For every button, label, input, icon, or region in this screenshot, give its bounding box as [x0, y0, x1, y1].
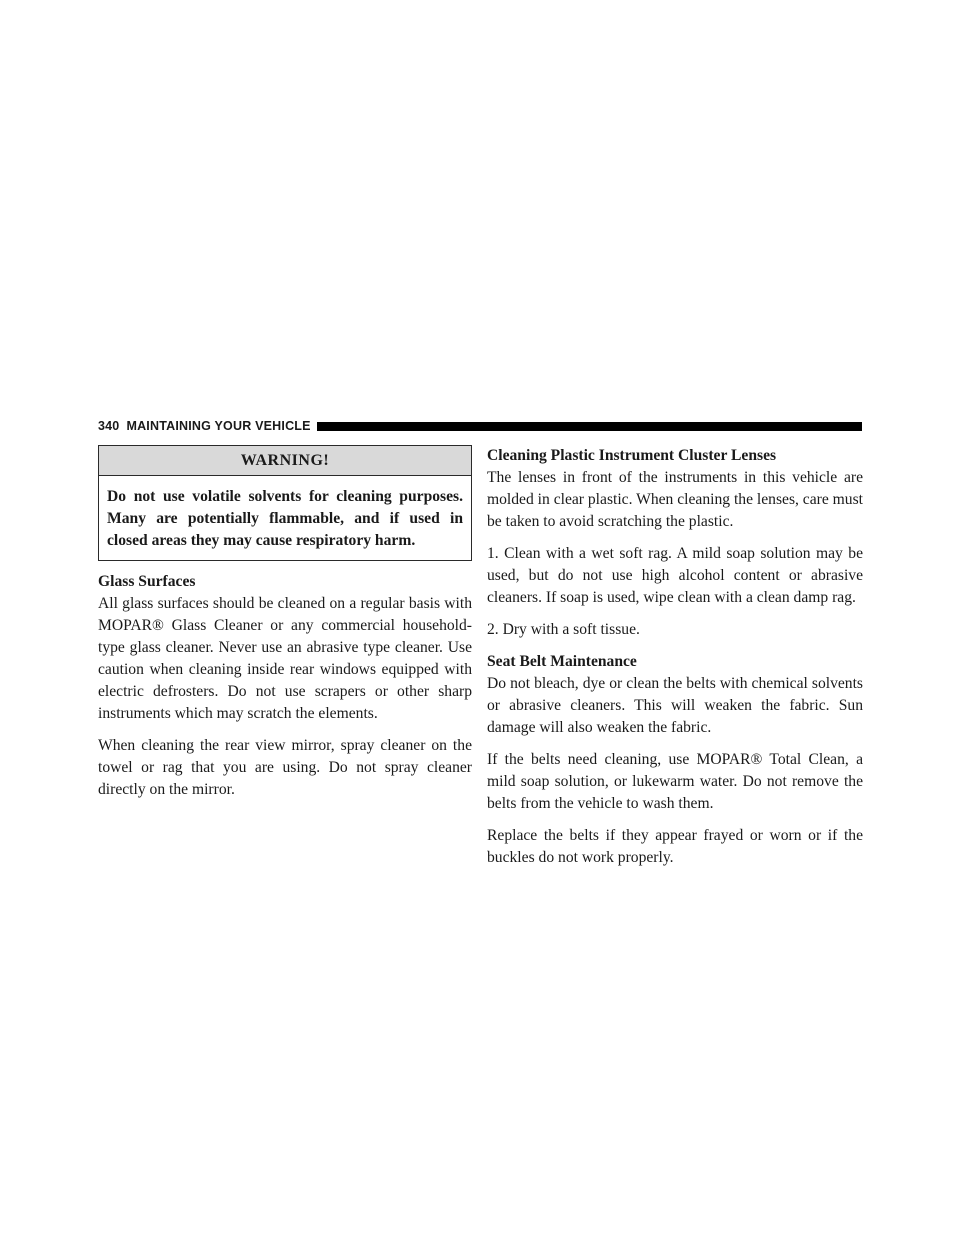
instrument-lenses-heading: Cleaning Plastic Instrument Cluster Lenses: [487, 447, 777, 464]
lens-cleaning-step-2: 2. Dry with a soft tissue.: [487, 621, 640, 638]
seat-belt-paragraph-2: If the belts need cleaning, use MOPAR® Total Clean, a mild soap solution, or lukewarm water. Do not remove the belts from the vehicle to wash them.: [487, 751, 863, 812]
seat-belt-maintenance-heading: Seat Belt Maintenance: [487, 653, 637, 670]
page-header: [98, 419, 862, 433]
rear-view-mirror-paragraph: When cleaning the rear view mirror, spray cleaner on the towel or rag that you are using. Do not spray cleaner directly on the mirror.: [98, 737, 472, 798]
glass-surfaces-paragraph: All glass surfaces should be cleaned on a regular basis with MOPAR® Glass Cleaner or any commercial household-type glass cleaner. Never use an abrasive type cleaner. Use caution when cleaning inside rear windows equipped with electric defrosters. Do not use scrapers or other sharp instruments which may scratch the elements.: [98, 595, 472, 722]
lens-cleaning-step-1: 1. Clean with a wet soft rag. A mild soap solution may be used, but do not use high alcohol content or abrasive cleaners. If soap is used, wipe clean with a clean damp rag.: [487, 545, 863, 606]
warning-title: WARNING!: [99, 446, 471, 476]
right-column: [487, 445, 863, 879]
instrument-lenses-paragraph: The lenses in front of the instruments in this vehicle are molded in clear plastic. When cleaning the lenses, care must be taken to avoid scratching the plastic.: [487, 469, 863, 530]
left-column: [98, 445, 472, 811]
section-title: MAINTAINING YOUR VEHICLE: [126, 419, 311, 433]
header-rule: [317, 422, 862, 431]
seat-belt-paragraph-3: Replace the belts if they appear frayed or worn or if the buckles do not work properly.: [487, 827, 863, 866]
warning-box: [98, 445, 472, 561]
warning-text: Do not use volatile solvents for cleaning purposes. Many are potentially flammable, and if used in closed areas they may cause respiratory harm.: [107, 488, 463, 549]
glass-surfaces-heading: Glass Surfaces: [98, 573, 196, 590]
seat-belt-paragraph-1: Do not bleach, dye or clean the belts with chemical solvents or abrasive cleaners. This will weaken the fabric. Sun damage will also weaken the fabric.: [487, 675, 863, 736]
page-number: 340: [98, 419, 120, 433]
